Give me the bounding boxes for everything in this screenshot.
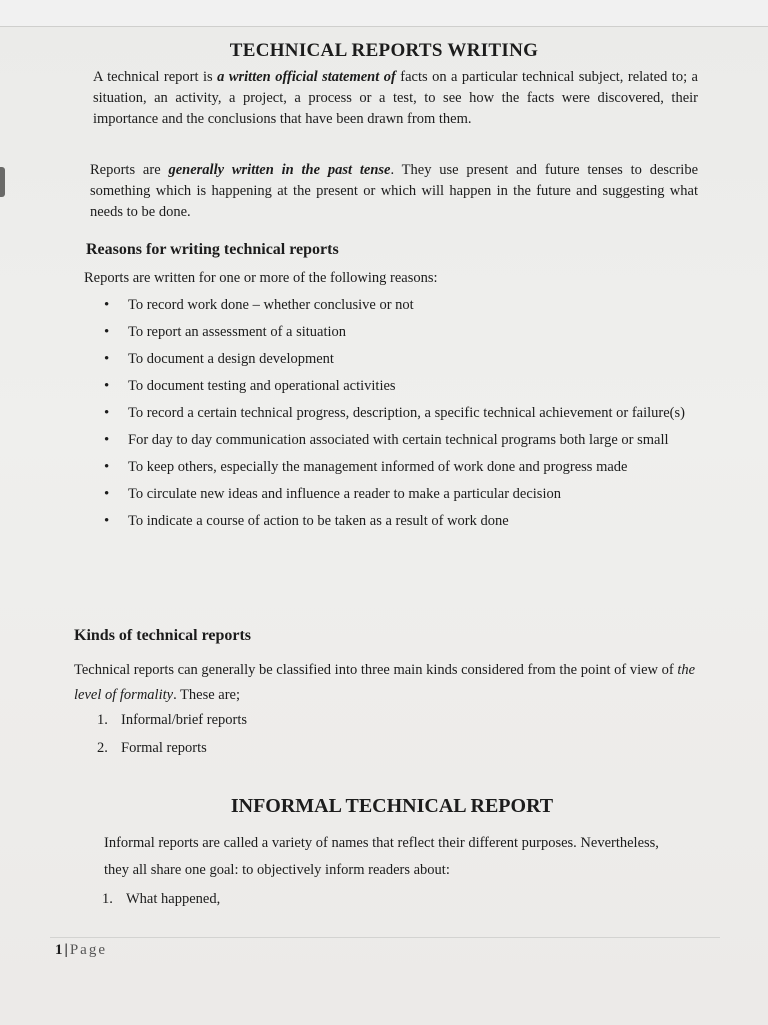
informal-list — [102, 885, 220, 913]
list-number: 1. — [102, 891, 113, 907]
footer-divider — [50, 937, 720, 938]
kinds-text-lead: Technical reports can generally be classified into three main kinds considered from the point of view of — [74, 662, 678, 678]
kinds-text-rest: . These are; — [173, 687, 241, 703]
reasons-list — [104, 293, 704, 536]
reasons-heading: Reasons for writing technical reports — [86, 241, 339, 258]
list-text: What happened, — [126, 891, 221, 907]
page-label: Page — [69, 942, 107, 958]
intro-emphasis: a written official statement of — [217, 69, 396, 85]
list-item — [97, 706, 247, 734]
list-number: 2. — [97, 740, 108, 756]
list-item: • To document testing and operational activities — [104, 374, 704, 398]
list-item: • To record work done – whether conclusive or not — [104, 293, 704, 317]
list-number: 1. — [97, 712, 108, 728]
list-item: • To report an assessment of a situation — [104, 320, 704, 344]
list-item: • To document a design development — [104, 347, 704, 371]
kinds-list — [97, 706, 247, 762]
tense-rest: . They use present and future tenses to describe something which is happening at the present or which will happen in the future and suggesting what needs to be done. — [90, 162, 699, 220]
kinds-text-emphasis: the level of formality — [74, 662, 696, 703]
document-title: TECHNICAL REPORTS WRITING — [229, 40, 539, 61]
intro-paragraph — [93, 67, 698, 130]
list-item: • To indicate a course of action to be taken as a result of work done — [104, 509, 704, 533]
list-text: Informal/brief reports — [121, 712, 248, 728]
list-item: • For day to day communication associated with certain technical programs both large or small — [104, 428, 704, 452]
informal-paragraph: Informal reports are called a variety of names that reflect their different purposes. Nevertheless, they all share one goal: to objectively inform readers about: — [104, 835, 659, 878]
tense-paragraph — [90, 160, 698, 223]
page-separator: | — [64, 942, 68, 958]
intro-lead: A technical report is — [93, 69, 218, 85]
binder-mark — [0, 167, 5, 197]
reasons-intro: Reports are written for one or more of the following reasons: — [84, 270, 438, 286]
kinds-paragraph — [74, 658, 704, 708]
list-item: • To keep others, especially the management informed of work done and progress made — [104, 455, 704, 479]
kinds-heading: Kinds of technical reports — [74, 627, 252, 644]
list-item: • To record a certain technical progress, description, a specific technical achievement or failure(s) — [104, 401, 704, 425]
informal-heading: INFORMAL TECHNICAL REPORT — [230, 795, 554, 817]
tense-lead: Reports are — [90, 162, 169, 178]
intro-rest: facts on a particular technical subject, related to; a situation, an activity, a project, a process or a test, to see how the facts were discovered, their importance and the conclusions that have been drawn from them. — [93, 69, 698, 127]
page-footer — [55, 942, 107, 959]
list-item — [102, 885, 220, 913]
list-item: • To circulate new ideas and influence a reader to make a particular decision — [104, 482, 704, 506]
page-number: 1 — [55, 942, 63, 958]
list-text: Formal reports — [121, 740, 207, 756]
list-item — [97, 734, 247, 762]
tense-emphasis: generally written in the past tense — [168, 162, 391, 178]
